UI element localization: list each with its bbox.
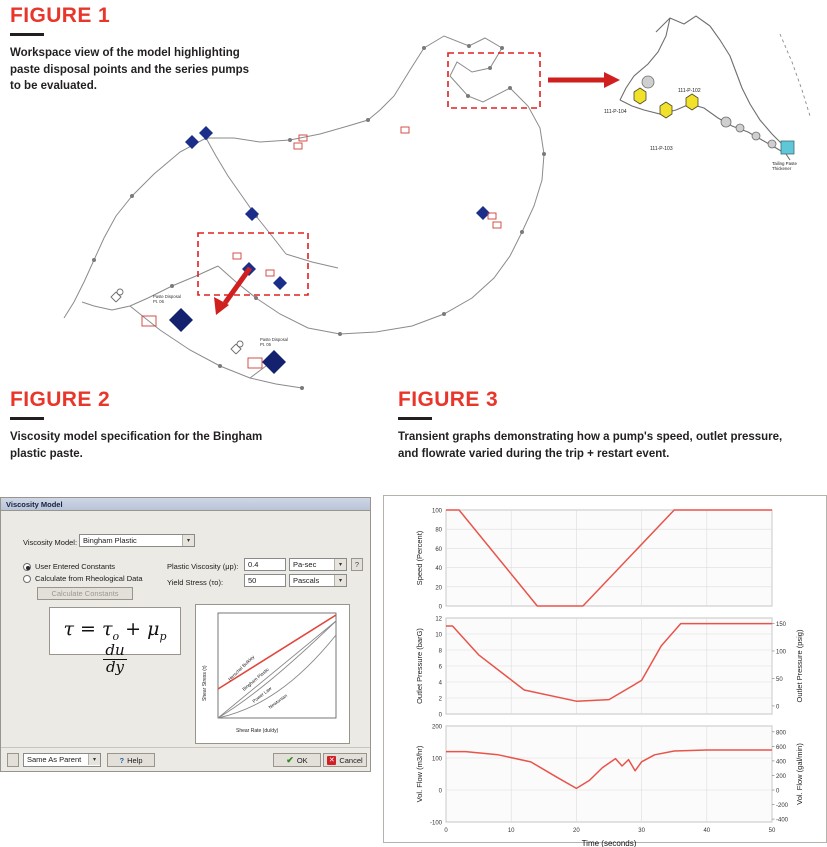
viscosity-model-value: Bingham Plastic [83, 536, 137, 545]
svg-text:Thickener: Thickener [772, 166, 792, 171]
viscosity-model-dialog [0, 497, 371, 772]
svg-text:Vol. Flow (m3/hr): Vol. Flow (m3/hr) [415, 745, 424, 803]
dialog-title: Viscosity Model [1, 498, 370, 511]
chevron-down-icon[interactable]: ▾ [334, 575, 346, 586]
parent-icon-button[interactable] [7, 753, 19, 767]
svg-text:80: 80 [435, 527, 442, 534]
close-icon: ✕ [328, 756, 335, 764]
cancel-button-label: Cancel [339, 755, 363, 765]
svg-text:6: 6 [438, 664, 442, 671]
svg-text:40: 40 [435, 566, 442, 573]
svg-text:Newtonian: Newtonian [267, 692, 289, 710]
chevron-down-icon[interactable]: ▾ [334, 559, 346, 570]
svg-text:200: 200 [431, 724, 442, 731]
svg-text:20: 20 [435, 585, 442, 592]
svg-text:60: 60 [435, 546, 442, 553]
svg-text:4: 4 [438, 680, 442, 687]
ok-button[interactable] [273, 753, 321, 767]
plastic-viscosity-label: Plastic Viscosity (μp): [167, 562, 239, 571]
plastic-viscosity-unit-value: Pa-sec [293, 560, 317, 569]
svg-text:Bingham Plastic: Bingham Plastic [241, 666, 270, 692]
svg-text:Outlet Pressure (barG): Outlet Pressure (barG) [415, 628, 424, 704]
radio-user-entered-label: User Entered Constants [35, 562, 116, 571]
svg-text:0: 0 [444, 828, 448, 834]
callout-arrow-bottom [214, 268, 250, 315]
same-as-parent-value: Same As Parent [27, 755, 82, 764]
figure1-title: FIGURE 1 [10, 4, 111, 27]
svg-text:8: 8 [438, 648, 442, 655]
svg-text:200: 200 [776, 773, 787, 780]
svg-text:10: 10 [507, 828, 515, 834]
chevron-down-icon[interactable]: ▾ [88, 754, 100, 765]
zoom-region-bottom [198, 233, 308, 295]
figure2-title: FIGURE 2 [10, 388, 111, 411]
chevron-down-icon[interactable]: ▾ [182, 535, 194, 546]
svg-text:2: 2 [438, 696, 442, 703]
svg-text:40: 40 [703, 828, 711, 834]
svg-text:Vol. Flow (gal/min): Vol. Flow (gal/min) [795, 743, 804, 805]
svg-text:Pt. 05: Pt. 05 [260, 342, 271, 347]
yield-stress-label: Yield Stress (τo): [167, 578, 224, 587]
figure2-caption: Viscosity model specification for the Bingham plastic paste. [10, 431, 263, 460]
figure3-title: FIGURE 3 [398, 388, 499, 411]
figure3-header [398, 388, 798, 462]
help-button[interactable] [107, 753, 155, 767]
dialog-body [1, 511, 370, 749]
callout-arrow-top [548, 72, 620, 88]
svg-text:150: 150 [776, 621, 787, 628]
ok-button-label: OK [296, 755, 308, 765]
figure3-charts [383, 495, 827, 847]
svg-text:30: 30 [638, 828, 645, 834]
svg-text:800: 800 [776, 730, 787, 737]
help-icon: ? [119, 755, 125, 765]
svg-text:0: 0 [438, 788, 442, 795]
pump-label-104: 111-P-104 [604, 109, 627, 115]
svg-text:10: 10 [435, 632, 442, 639]
svg-text:-100: -100 [429, 820, 442, 827]
svg-text:100: 100 [776, 649, 787, 656]
svg-text:12: 12 [435, 616, 442, 623]
svg-text:0: 0 [776, 704, 780, 711]
svg-text:Power Law: Power Law [251, 685, 273, 704]
svg-text:600: 600 [776, 744, 787, 751]
pump-label-103: 111-P-103 [650, 146, 673, 152]
help-button-label: Help [127, 755, 143, 765]
figure3-rule [398, 417, 432, 420]
equation-box [49, 607, 181, 676]
viscosity-model-label: Viscosity Model: [23, 538, 78, 547]
shear-stress-graph [195, 604, 350, 744]
svg-text:50: 50 [768, 828, 776, 834]
svg-text:-200: -200 [776, 803, 789, 810]
check-icon: ✔ [286, 754, 294, 765]
radio-rheological-label: Calculate from Rheological Data [35, 574, 143, 583]
cancel-button[interactable] [323, 753, 367, 767]
yield-stress-input[interactable]: 50 [244, 574, 286, 587]
svg-text:Paste Disposal: Paste Disposal [153, 294, 181, 299]
plastic-viscosity-unit-select[interactable] [289, 558, 347, 571]
pipeline-network-svg [20, 10, 827, 395]
svg-text:100: 100 [431, 508, 442, 515]
viscosity-model-select[interactable] [79, 534, 195, 547]
svg-text:Outlet Pressure (psig): Outlet Pressure (psig) [795, 629, 804, 703]
svg-text:Tailing Paste: Tailing Paste [772, 161, 797, 166]
calculate-constants-button[interactable]: Calculate Constants [37, 587, 133, 600]
figure2-dialog-image [0, 497, 371, 772]
figure2-header [10, 388, 280, 462]
svg-text:400: 400 [776, 759, 787, 766]
pump-label-102: 111-P-102 [678, 88, 701, 94]
figure1-diagram [20, 10, 827, 395]
plastic-viscosity-input[interactable]: 0.4 [244, 558, 286, 571]
same-as-parent-select[interactable] [23, 753, 101, 767]
figure1-caption: Workspace view of the model highlighting paste disposal points and the series pumps to be evaluated. [10, 47, 250, 93]
svg-text:-400: -400 [776, 817, 789, 824]
transient-charts-svg [384, 496, 826, 847]
bingham-equation: $\tau = \tau_o + \mu_p$ $\frac{du}{dy}$ [63, 618, 167, 676]
svg-text:20: 20 [573, 828, 580, 834]
svg-text:50: 50 [776, 676, 783, 683]
yield-stress-unit-value: Pascals [293, 576, 320, 585]
svg-text:0: 0 [776, 788, 780, 795]
radio-calculate-rheological[interactable] [23, 574, 143, 583]
svg-text:0: 0 [438, 604, 442, 611]
figure2-rule [10, 417, 44, 420]
svg-text:Herschel Bulkley: Herschel Bulkley [227, 654, 256, 682]
svg-text:Speed (Percent): Speed (Percent) [415, 530, 424, 586]
svg-text:Pt. 06: Pt. 06 [153, 299, 164, 304]
help-icon-button[interactable]: ? [351, 558, 363, 571]
transient-graph-panel [383, 495, 827, 847]
dialog-footer [1, 747, 370, 771]
yield-stress-unit-select[interactable] [289, 574, 347, 587]
radio-user-entered-constants[interactable] [23, 562, 115, 571]
svg-text:Time (seconds): Time (seconds) [581, 839, 637, 847]
svg-text:Paste Disposal: Paste Disposal [260, 337, 288, 342]
svg-text:100: 100 [431, 756, 442, 763]
shear-graph-svg [196, 605, 349, 743]
svg-text:0: 0 [438, 712, 442, 719]
svg-text:Shear Stress (τ): Shear Stress (τ) [202, 665, 208, 701]
radio-icon-selected [23, 563, 31, 571]
radio-icon-unselected [23, 575, 31, 583]
svg-text:Shear Rate (du/dy): Shear Rate (du/dy) [236, 728, 279, 734]
figure3-caption: Transient graphs demonstrating how a pump's speed, outlet pressure, and flowrate varied during the trip + restart event. [398, 431, 783, 460]
